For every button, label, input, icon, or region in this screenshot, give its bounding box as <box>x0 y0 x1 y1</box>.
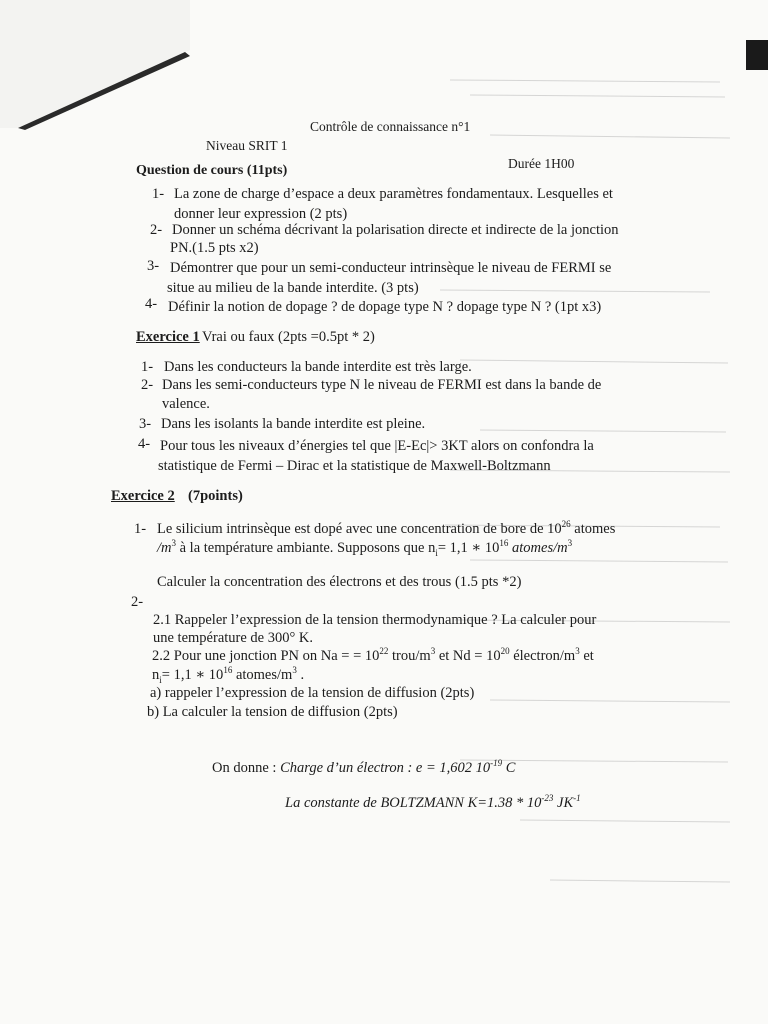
exercise-2-part-2-1-line-2: une température de 300° K. <box>153 630 314 646</box>
exercise-2-part-2-1-line-1: 2.1 Rappeler l’expression de la tension thermodynamique ? La calculer pour <box>153 612 597 628</box>
given-electron-charge: On donne : Charge d’un électron : e = 1,602 $10^{-19}$ C <box>212 758 516 776</box>
exercise-1-item-2-line-2: valence. <box>162 396 210 412</box>
question-number: 2- <box>150 222 163 238</box>
exercise-1-subtitle: Vrai ou faux (2pts =0.5pt * 2) <box>202 329 375 345</box>
question-2-line-1: Donner un schéma décrivant la polarisation directe et indirecte de la jonction <box>172 222 619 238</box>
question-4-line-1: Définir la notion de dopage ? de dopage type N ? dopage type N ? (1pt x3) <box>168 299 602 315</box>
question-number: 4- <box>145 296 158 312</box>
item-number: 1- <box>141 359 154 375</box>
question-2-line-2: PN.(1.5 pts x2) <box>170 240 259 256</box>
part-number: 2- <box>131 594 144 610</box>
exercise-2-subtitle: (7points) <box>188 488 243 504</box>
question-1-line-2: donner leur expression (2 pts) <box>174 206 348 222</box>
document-title: Contrôle de connaissance n°1 <box>310 119 471 134</box>
question-3-line-1: Démontrer que pour un semi-conducteur intrinsèque le niveau de FERMI se <box>170 260 612 276</box>
question-3-line-2: situe au milieu de la bande interdite. (3 pts) <box>167 280 419 296</box>
scan-fold-shadow <box>0 0 190 130</box>
level-label: Niveau SRIT 1 <box>206 138 288 153</box>
question-number: 3- <box>147 258 160 274</box>
course-questions-heading: Question de cours (11pts) <box>136 163 288 178</box>
exercise-2-part-2-2-line-2: $n_i= 1,1$ ∗ $10^{16}$ atomes/$m^3$ . <box>152 665 305 685</box>
exercise-1-title: Exercice 1 <box>136 329 200 345</box>
exercise-1-item-1: Dans les conducteurs la bande interdite est très large. <box>164 359 472 375</box>
part-number: 1- <box>134 521 147 537</box>
duration-label: Durée 1H00 <box>508 156 575 171</box>
exercise-1-item-4-line-1: Pour tous les niveaux d’énergies tel que |E-Ec|> 3KT alors on confondra la <box>160 438 594 454</box>
exercise-2-title: Exercice 2 <box>111 488 175 504</box>
question-1-line-1: La zone de charge d’espace a deux paramètres fondamentaux. Lesquelles et <box>174 186 613 202</box>
exercise-2-part-1-line-2: $/m^3$ à la température ambiante. Supposons que $n_i= 1,1$ ∗ $10^{16}$ atomes/$m^3$ <box>157 538 573 558</box>
question-number: 1- <box>152 186 165 202</box>
item-number: 4- <box>138 436 151 452</box>
exercise-1-item-4-line-2: statistique de Fermi – Dirac et la statistique de Maxwell-Boltzmann <box>158 458 551 474</box>
exercise-2-part-2-2-line-1: 2.2 Pour une jonction PN on Na = = $10^{22}$ trou/$m^3$ et $Nd = 10^{20}$ électron/$m^3$ et <box>152 646 594 664</box>
exercise-2-part-1-calc: Calculer la concentration des électrons et des trous (1.5 pts *2) <box>157 574 522 590</box>
exercise-2-part-1-line-1: Le silicium intrinsèque est dopé avec une concentration de bore de $10^{26}$ atomes <box>157 519 616 537</box>
exercise-1-item-2-line-1: Dans les semi-conducteurs type N le niveau de FERMI est dans la bande de <box>162 377 602 393</box>
exercise-1-item-3: Dans les isolants la bande interdite est pleine. <box>161 416 426 432</box>
exercise-2-question-a: a) rappeler l’expression de la tension de diffusion (2pts) <box>150 685 475 701</box>
scan-edge-mark <box>746 40 768 70</box>
exercise-2-question-b: b) La calculer la tension de diffusion (2pts) <box>147 704 398 720</box>
item-number: 3- <box>139 416 152 432</box>
given-boltzmann-constant: La constante de BOLTZMANN $K=1.38 * 10^{-23}$ $JK^{-1}$ <box>285 793 581 811</box>
item-number: 2- <box>141 377 154 393</box>
